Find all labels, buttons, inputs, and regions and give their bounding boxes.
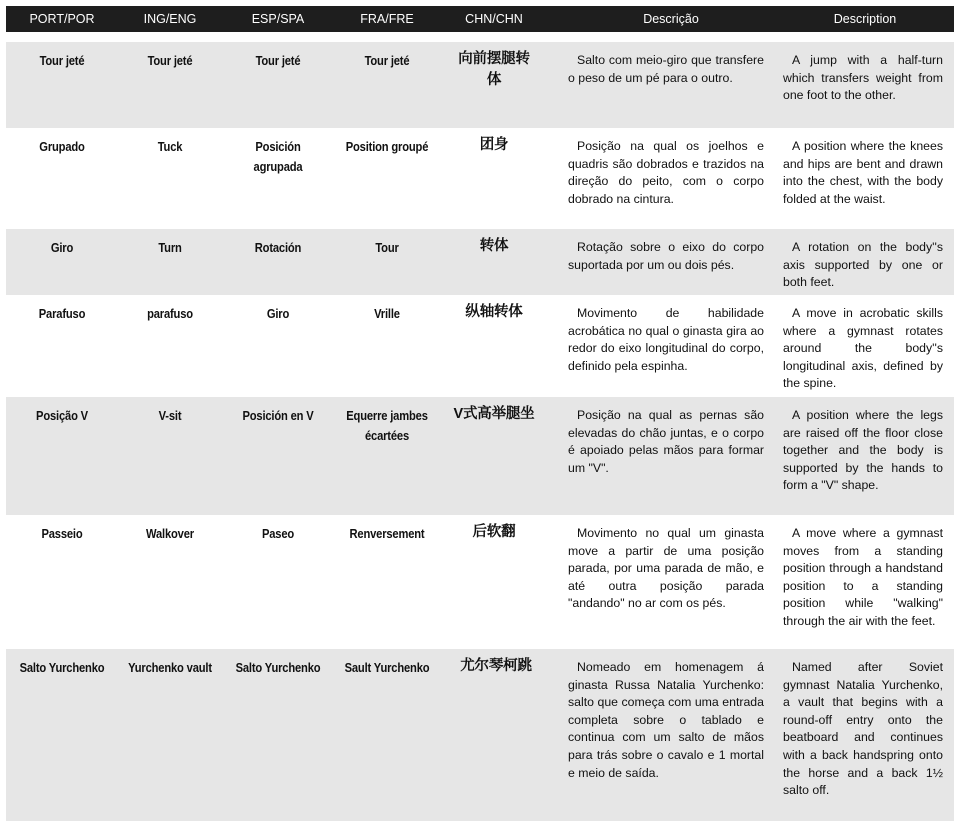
- cell-descricao: Rotação sobre o eixo do corpo suportada por um ou dois pés.: [568, 240, 764, 272]
- cell-descricao: Salto com meio-giro que transfere o peso de um pé para o outro.: [568, 53, 764, 85]
- header-fre: FRA/FRE: [360, 12, 414, 26]
- table-row: [6, 42, 954, 128]
- cell-descricao: Nomeado em homenagem á ginasta Russa Natalia Yurchenko: salto que começa com uma entrada completa sobre o tablado e continua com um salto de mãos para trás sobre o cavalo e 1 mortal e meio de saída.: [568, 660, 764, 780]
- cell-description: A position where the knees and hips are bent and drawn into the chest, with the body folded at the waist.: [783, 139, 943, 206]
- cell-port: Posição V: [36, 408, 88, 423]
- table-row: [6, 397, 954, 515]
- cell-description: A move where a gymnast moves from a standing position through a handstand position to a standing position while "walking" through the air with the feet.: [783, 526, 943, 628]
- header-spa: ESP/SPA: [251, 12, 305, 26]
- cell-spa: Tour jeté: [255, 53, 301, 68]
- cell-description: A jump with a half-turn which transfers weight from one foot to the other.: [783, 53, 943, 103]
- table-row: [6, 229, 954, 295]
- cell-chn: 团身: [479, 137, 509, 153]
- cell-port: Parafuso: [38, 306, 86, 321]
- cell-chn: 纵轴转体: [465, 304, 523, 320]
- cell-fre: Vrille: [374, 306, 400, 321]
- table-row: [6, 649, 954, 821]
- cell-eng: Tuck: [157, 139, 183, 154]
- header-description: Description: [833, 12, 897, 26]
- cell-description: A position where the legs are raised off the floor close together and the body is supported by the hands to form a "V" shape.: [783, 408, 943, 493]
- table-header: [6, 6, 954, 32]
- cell-eng: Yurchenko vault: [128, 660, 212, 675]
- cell-description: A rotation on the body''s axis supported by one or both feet.: [783, 240, 943, 290]
- cell-eng: Turn: [158, 240, 182, 255]
- cell-fre: Tour: [375, 240, 399, 255]
- cell-fre: Equerre jambes écartées: [346, 408, 428, 443]
- cell-eng: Walkover: [146, 526, 194, 541]
- cell-fre: Renversement: [349, 526, 425, 541]
- cell-descricao: Posição na qual os joelhos e quadris são dobrados e trazidos na direção do peito, com o corpo dobrado na cintura.: [568, 139, 764, 206]
- cell-port: Giro: [50, 240, 74, 255]
- cell-eng: Tour jeté: [147, 53, 193, 68]
- table-row: [6, 515, 954, 649]
- cell-chn: V式高举腿坐: [453, 406, 535, 422]
- cell-spa: Rotación: [254, 240, 302, 255]
- cell-spa: Posición en V: [242, 408, 314, 423]
- cell-eng: parafuso: [147, 306, 193, 321]
- cell-descricao: Movimento no qual um ginasta move a partir de uma posição parada, por uma parada de mão, e até outra posição parada "andando" no ar com os pés.: [568, 526, 764, 611]
- cell-chn: 后软翻: [472, 524, 516, 540]
- cell-fre: Tour jeté: [364, 53, 410, 68]
- cell-port: Passeio: [41, 526, 83, 541]
- cell-port: Salto Yurchenko: [19, 660, 105, 675]
- header-chn: CHN/CHN: [465, 12, 523, 26]
- cell-descricao: Posição na qual as pernas são elevadas do chão juntas, e o corpo é apoiado pelas mãos para formar um "V".: [568, 408, 764, 475]
- header-port: PORT/POR: [29, 12, 95, 26]
- cell-eng: V-sit: [158, 408, 182, 423]
- table-row: [6, 295, 954, 397]
- cell-spa: Posición agrupada: [253, 139, 303, 174]
- cell-spa: Salto Yurchenko: [235, 660, 321, 675]
- cell-chn: 转体: [479, 238, 509, 254]
- cell-descricao: Movimento de habilidade acrobática no qual o ginasta gira ao redor do eixo longitudinal do corpo, definido pela espinha.: [568, 306, 764, 373]
- cell-fre: Sault Yurchenko: [344, 660, 430, 675]
- cell-description: A move in acrobatic skills where a gymnast rotates around the body''s longitudinal axis, defined by the spine.: [783, 306, 943, 391]
- table-row: [6, 128, 954, 229]
- cell-spa: Paseo: [261, 526, 295, 541]
- cell-port: Grupado: [39, 139, 85, 154]
- cell-spa: Giro: [266, 306, 290, 321]
- cell-chn: 尤尔琴柯跳: [460, 658, 532, 674]
- cell-chn: 向前摆腿转体: [458, 51, 530, 88]
- header-descricao: Descrição: [643, 12, 699, 26]
- header-eng: ING/ENG: [143, 12, 197, 26]
- cell-description: Named after Soviet gymnast Natalia Yurchenko, a vault that begins with a round-off entry onto the beatboard and continues with a back handspring onto the horse and a back 1½ salto off.: [783, 660, 943, 798]
- cell-port: Tour jeté: [39, 53, 85, 68]
- cell-fre: Position groupé: [345, 139, 429, 154]
